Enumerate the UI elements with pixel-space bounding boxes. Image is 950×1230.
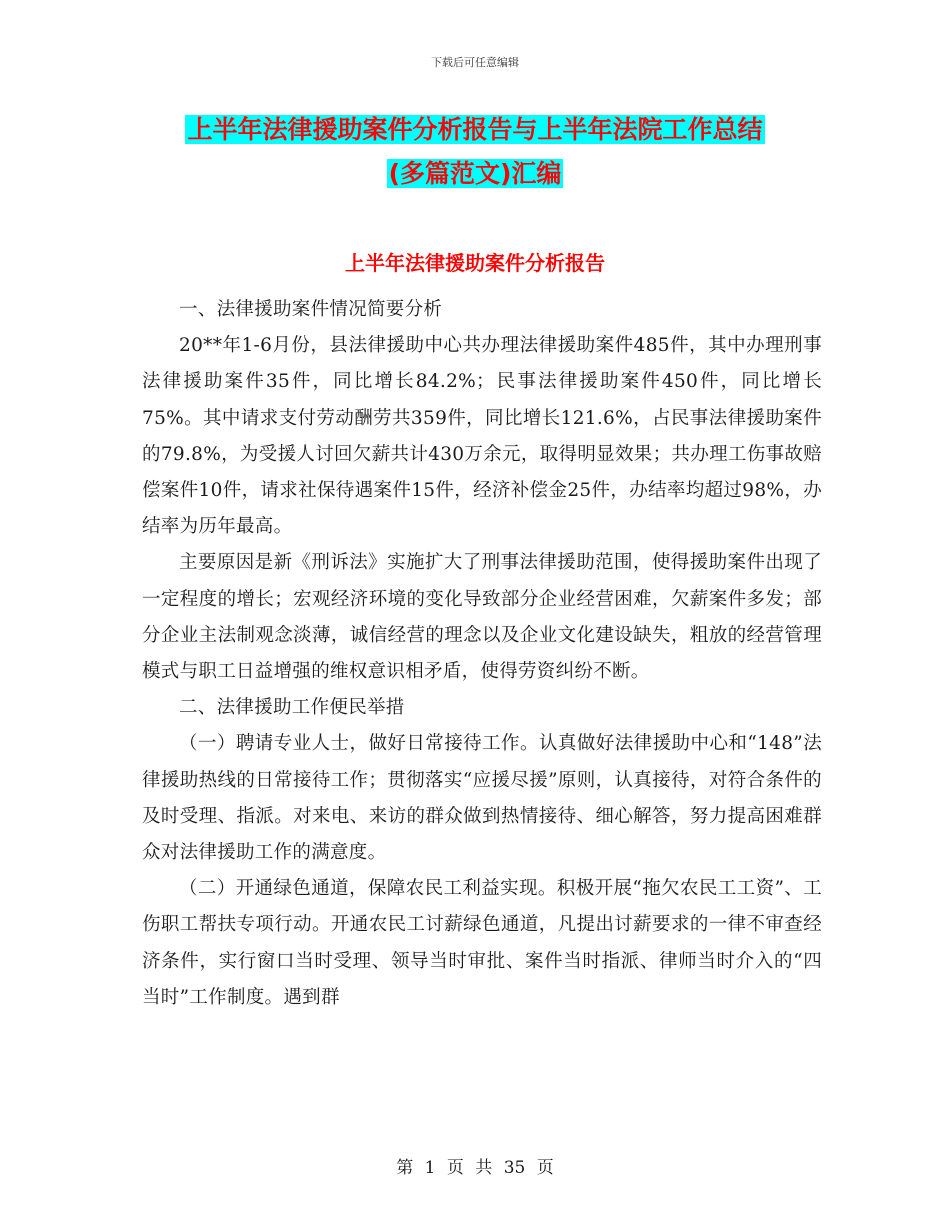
main-title-line-1-text: 上半年法律援助案件分析报告与上半年法院工作总结 [187,115,763,144]
document-body [142,292,822,1016]
paragraph-main-reasons: 主要原因是新《刑诉法》实施扩大了刑事法律援助范围，使得援助案件出现了一定程度的增长；宏观经济环境的变化导致部分企业经营困难，欠薪案件多发；部分企业主法制观念淡薄，诚信经营的理念以及企业文化建设缺失，粗放的经营管理模式与职工日益增强的维权意识相矛盾，使得劳资纠纷不断。 [142,552,822,683]
heading-convenience-measures: 二、法律援助工作便民举措 [179,697,405,719]
main-title-line-1 [0,110,950,150]
heading-case-analysis: 一、法律援助案件情况简要分析 [179,299,443,320]
paragraph-measure-two: （二）开通绿色通道，保障农民工利益实现。积极开展“拖欠农民工工资”、工伤职工帮扶专项行动。开通农民工讨薪绿色通道，凡提出讨薪要求的一律不审查经济条件，实行窗口当时受理、领导当时审批、案件当时指派、律师当时介入的“四当时”工作制度。遇到群 [142,878,822,1008]
main-title-line-2-text: (多篇范文)汇编 [388,159,562,188]
paragraph-case-statistics: 20**年1-6月份，县法律援助中心共办理法律援助案件485件，其中办理刑事法律援助案件35件，同比增长84.2%；民事法律援助案件450件，同比增长75%。其中请求支付劳动酬劳共359件，同比增长121.6%，占民事法律援助案件的79.8%，为受援人讨回欠薪共计430万余元，取得明显效果；共办理工伤事故赔偿案件10件，请求社保待遇案件15件，经济补偿金25件，办结率均超过98%，办结率为历年最高。 [142,335,822,538]
main-title-line-2 [0,154,950,194]
paragraph-measure-one: （一）聘请专业人士，做好日常接待工作。认真做好法律援助中心和“148”法律援助热线的日常接待工作；贯彻落实“应援尽援”原则，认真接待，对符合条件的及时受理、指派。对来电、来访的群众做到热情接待、细心解答，努力提高困难群众对法律援助工作的满意度。 [142,733,822,864]
page-number-footer: 第 1 页 共 35 页 [396,1158,554,1178]
section-title: 上半年法律援助案件分析报告 [345,251,605,275]
header-note: 下载后可任意编辑 [431,56,519,69]
